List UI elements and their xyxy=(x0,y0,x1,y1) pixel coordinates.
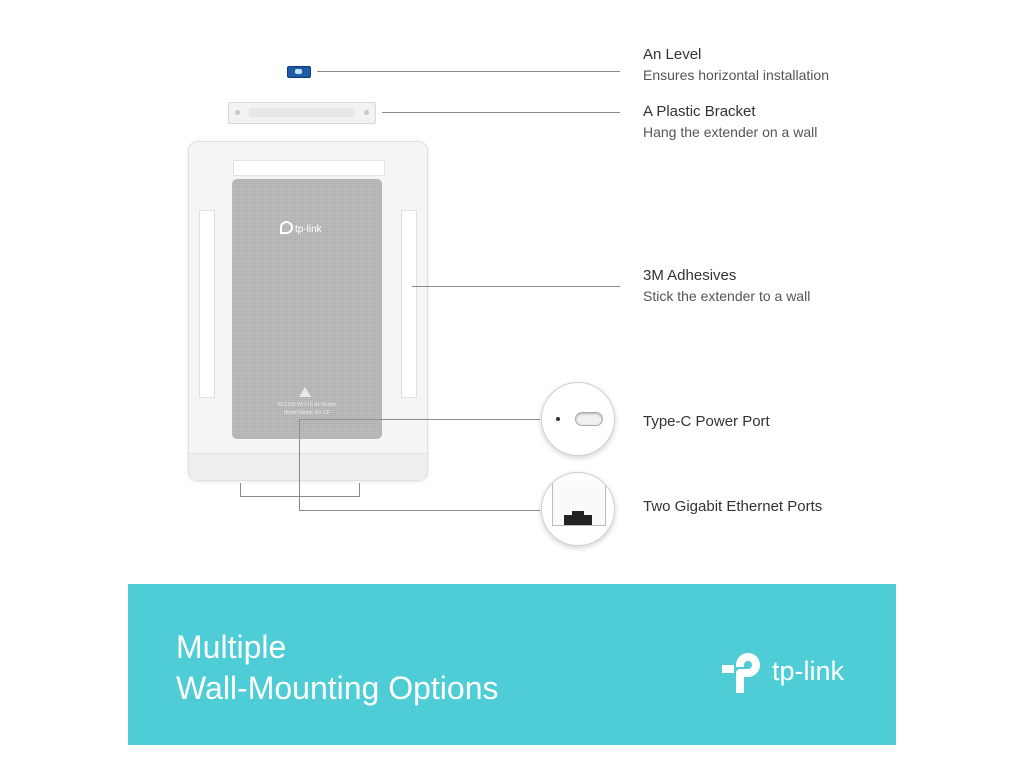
adhesive-description: Stick the extender to a wall xyxy=(643,288,811,304)
device-label-line-2: Model Name: AX-CF xyxy=(284,410,330,416)
tp-link-logo-text: tp-link xyxy=(772,656,845,686)
extender-device xyxy=(188,141,428,481)
type-c-title: Type-C Power Port xyxy=(643,413,770,430)
level-accessory xyxy=(287,66,311,78)
device-bottom-base xyxy=(189,453,427,480)
device-label-line-1: AC1200 Wi-Fi 6 Ax Router xyxy=(277,402,337,408)
ethernet-port-callout xyxy=(541,472,615,546)
adhesive-leader-line xyxy=(412,286,620,287)
device-top-slot xyxy=(233,160,385,176)
fabric-panel xyxy=(232,179,382,439)
ethernet-title: Two Gigabit Ethernet Ports xyxy=(643,498,823,515)
banner-line-1: Multiple xyxy=(176,629,287,665)
tp-link-logo-icon xyxy=(722,647,770,695)
ethernet-port-notch xyxy=(572,511,584,516)
device-logo-icon xyxy=(280,221,293,234)
ethernet-port-icon xyxy=(564,515,592,525)
bracket-leader-line xyxy=(382,112,620,113)
adhesive-strip-left xyxy=(199,210,215,398)
banner-line-2: Wall-Mounting Options xyxy=(176,670,499,706)
level-title: An Level xyxy=(643,46,702,63)
port-bracket-left xyxy=(240,483,241,496)
adhesive-title: 3M Adhesives xyxy=(643,267,737,284)
bracket-title: A Plastic Bracket xyxy=(643,103,756,120)
usb-c-port-icon xyxy=(575,412,603,426)
ethernet-leader-horizontal xyxy=(299,510,540,511)
plastic-bracket xyxy=(228,102,376,124)
indicator-dot xyxy=(556,417,560,421)
device-logo: tp-link xyxy=(280,221,322,235)
port-bracket-bottom xyxy=(240,496,360,497)
warning-triangle-icon xyxy=(299,387,311,397)
bracket-description: Hang the extender on a wall xyxy=(643,124,818,140)
typec-leader-horizontal xyxy=(299,419,540,420)
level-leader-line xyxy=(317,71,620,72)
type-c-port-callout xyxy=(541,382,615,456)
port-bracket-right xyxy=(359,483,360,496)
promo-banner xyxy=(128,584,896,745)
adhesive-strip-right xyxy=(401,210,417,398)
typec-leader-vertical xyxy=(299,419,300,510)
level-description: Ensures horizontal installation xyxy=(643,67,829,83)
